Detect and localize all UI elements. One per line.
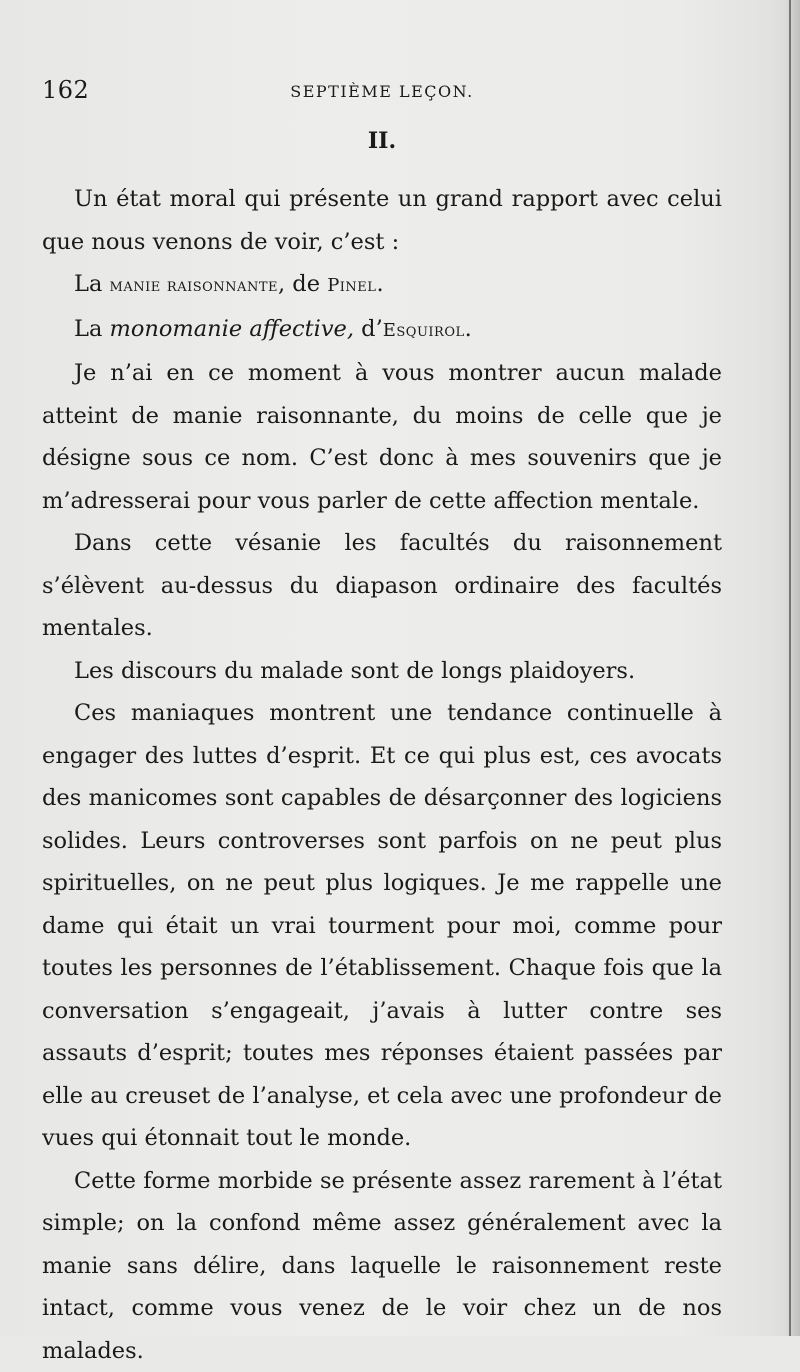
author-pinel: Pinel	[327, 275, 376, 296]
paragraph-souvenirs: Je n’ai en ce moment à vous montrer aucun malade atteint de manie raisonnante, du moins de celle que je désigne sous ce nom. C’est donc à mes souvenirs que je m’adresserai pour vous parler de cette affection mentale.	[42, 352, 722, 522]
paragraph-intro: Un état moral qui présente un grand rapport avec celui que nous venons de voir, c’est :	[42, 178, 722, 263]
text-de: , de	[278, 271, 327, 297]
author-esquirol: Esquirol	[383, 320, 465, 341]
paragraph-esquirol	[42, 308, 722, 353]
text-la: La	[74, 316, 110, 342]
section-heading: II.	[42, 128, 722, 152]
text-period: .	[465, 316, 472, 342]
text-period: .	[376, 271, 383, 297]
term-monomanie-affective: monomanie affective,	[110, 316, 355, 342]
paragraph-forme-morbide: Cette forme morbide se présente assez rarement à l’état simple; on la confond même assez généralement avec la manie sans délire, dans laquelle le raisonnement reste intact, comme vous venez de le voir chez un de nos malades.	[42, 1160, 722, 1372]
page-number: 162	[42, 76, 89, 104]
paragraph-maniaques: Ces maniaques montrent une tendance continuelle à engager des luttes d’esprit. Et ce qui plus est, ces avocats des manicomes sont capables de désarçonner des logiciens solides. Leurs controverses sont parfois on ne peut plus spirituelles, on ne peut plus logiques. Je me rappelle une dame qui était un vrai tourment pour moi, comme pour toutes les personnes de l’établissement. Chaque fois que la conversation s’engageait, j’avais à lutter contre ses assauts d’esprit; toutes mes réponses étaient passées par elle au creuset de l’analyse, et cela avec une profondeur de vues qui étonnait tout le monde.	[42, 692, 722, 1160]
page-edge-line	[789, 0, 791, 1336]
paragraph-vesanie: Dans cette vésanie les facultés du raisonnement s’élèvent au-dessus du diapason ordinaire des facultés mentales.	[42, 522, 722, 650]
text-d: d’	[354, 316, 383, 342]
chapter-title: SEPTIÈME LEÇON.	[42, 82, 722, 101]
term-manie-raisonnante: manie raisonnante	[110, 275, 278, 296]
paragraph-discours: Les discours du malade sont de longs plaidoyers.	[42, 650, 722, 693]
text-la: La	[74, 271, 110, 297]
running-head	[42, 76, 722, 104]
paragraph-pinel	[42, 263, 722, 308]
page-text	[42, 76, 722, 1372]
